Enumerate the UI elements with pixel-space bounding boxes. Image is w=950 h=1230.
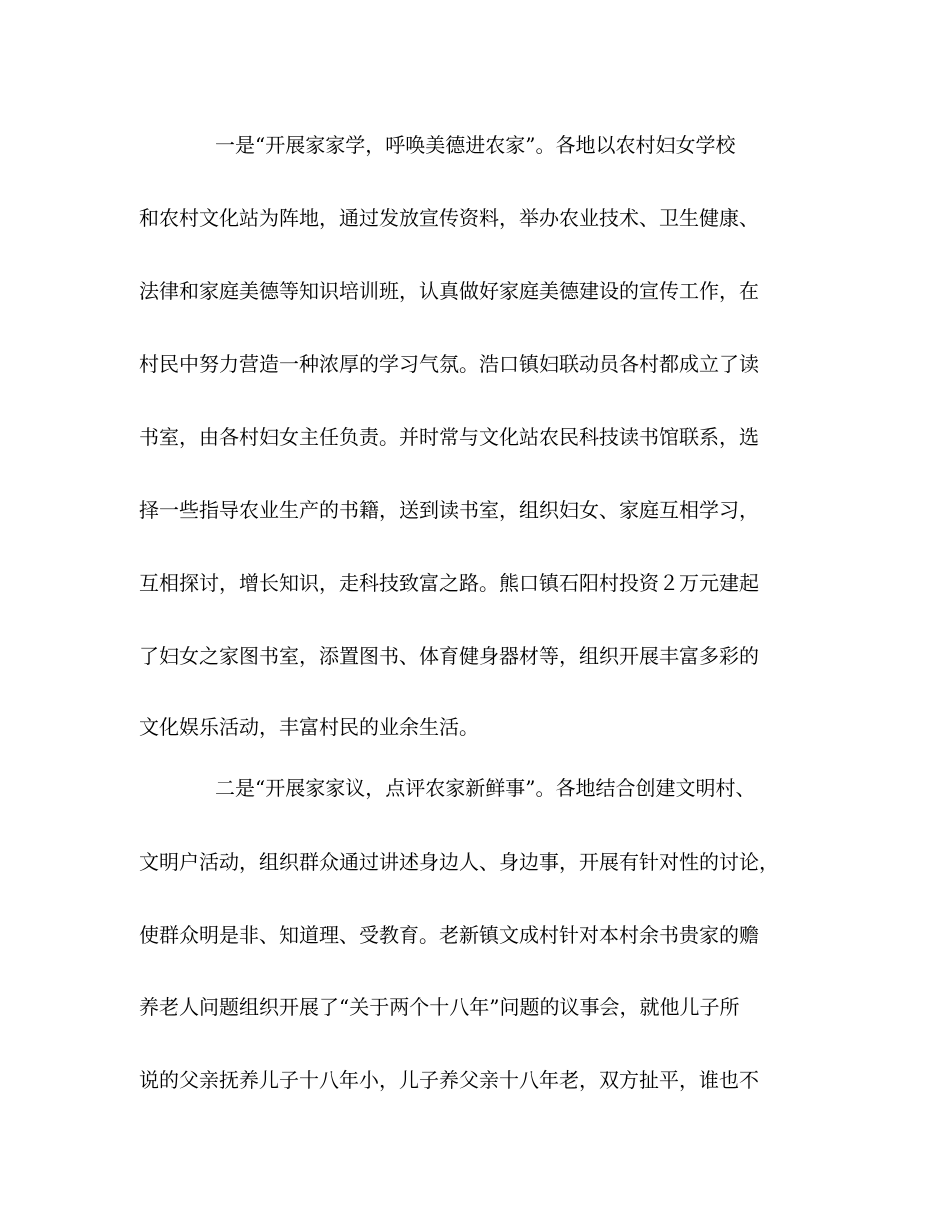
paragraph-1-line-1: 一是“开展家家学，呼唤美德进农家”。各地以农村妇女学校 — [215, 133, 736, 157]
paragraph-1-line-4: 村民中努力营造一种浓厚的学习气氛。浩口镇妇联动员各村都成立了读 — [139, 352, 759, 376]
paragraph-1-line-5: 书室，由各村妇女主任负责。并时常与文化站农民科技读书馆联系，选 — [139, 425, 759, 449]
paragraph-2-line-3: 使群众明是非、知道理、受教育。老新镇文成村针对本村余书贵家的赡 — [139, 923, 759, 947]
paragraph-1-line-6: 择一些指导农业生产的书籍，送到读书室，组织妇女、家庭互相学习， — [139, 498, 759, 522]
paragraph-2-line-1: 二是“开展家家议，点评农家新鲜事”。各地结合创建文明村、 — [215, 776, 756, 800]
paragraph-2-line-2: 文明户活动，组织群众通过讲述身边人、身边事，开展有针对性的讨论， — [139, 850, 779, 874]
paragraph-1-line-2: 和农村文化站为阵地，通过发放宣传资料，举办农业技术、卫生健康、 — [139, 206, 759, 230]
paragraph-2-line-5: 说的父亲抚养儿子十八年小，儿子养父亲十八年老，双方扯平，谁也不 — [139, 1068, 759, 1092]
paragraph-1-line-3: 法律和家庭美德等知识培训班，认真做好家庭美德建设的宣传工作，在 — [139, 279, 759, 303]
paragraph-1-line-7: 互相探讨，增长知识，走科技致富之路。熊口镇石阳村投资２万元建起 — [139, 571, 759, 595]
paragraph-2-line-4: 养老人问题组织开展了“关于两个十八年”问题的议事会，就他儿子所 — [139, 995, 740, 1019]
paragraph-1-line-8: 了妇女之家图书室，添置图书、体育健身器材等，组织开展丰富多彩的 — [139, 644, 759, 668]
paragraph-1-line-9: 文化娱乐活动，丰富村民的业余生活。 — [139, 715, 479, 739]
